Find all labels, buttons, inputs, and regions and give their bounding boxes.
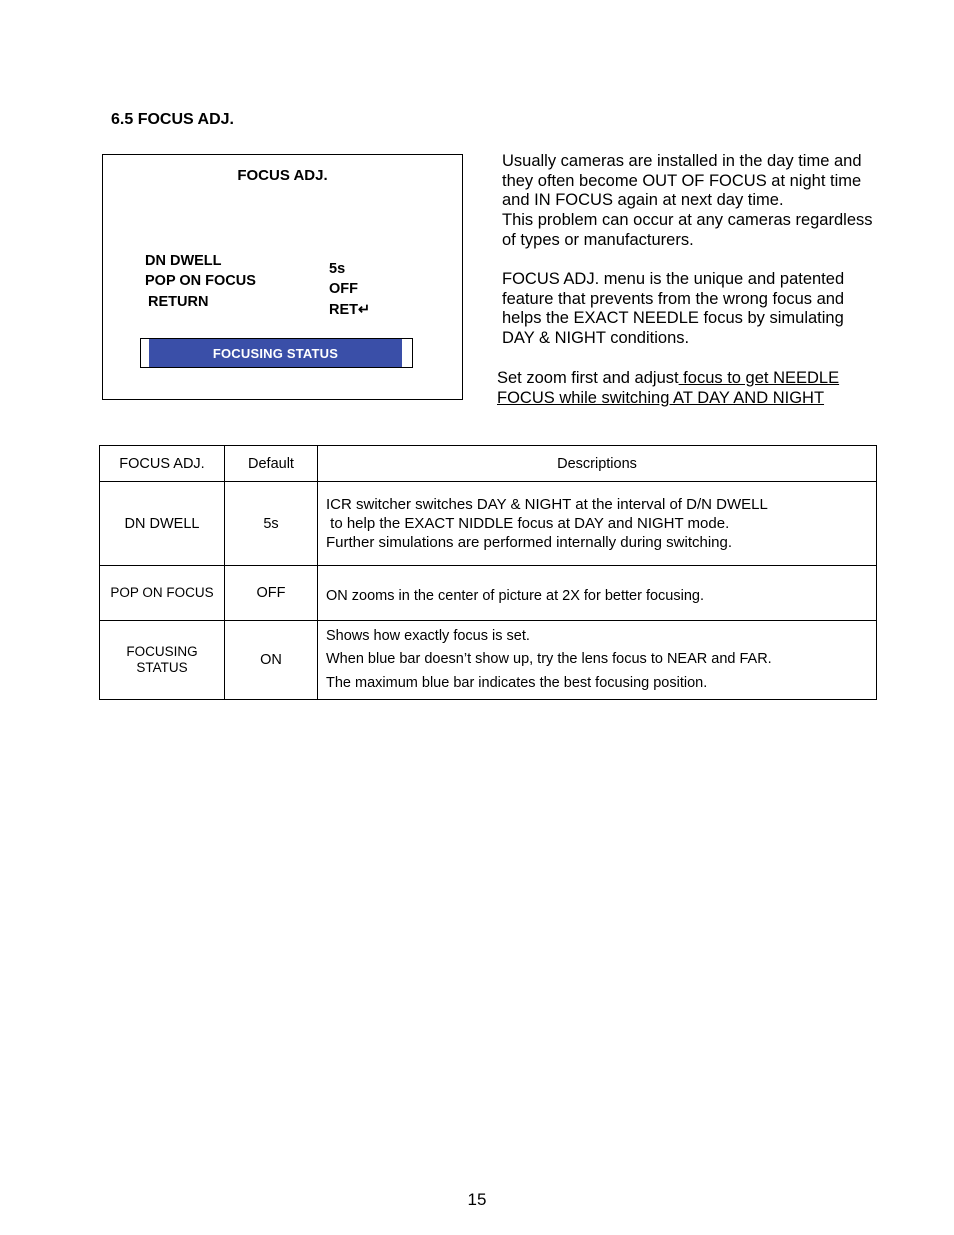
text-line: feature that prevents from the wrong focus and: [502, 289, 845, 308]
header-cell-descriptions: Descriptions: [318, 446, 877, 482]
feature-paragraph: [502, 270, 902, 349]
row-default-cell: ON: [225, 621, 318, 700]
note-underlined-text: focus to get NEEDLE: [678, 369, 840, 387]
row-name-line: STATUS: [136, 660, 188, 675]
focusing-status-bar: [149, 339, 402, 367]
row-default-cell: OFF: [225, 566, 318, 621]
row-name-cell: [100, 621, 225, 700]
text-line: and IN FOCUS again at next day time.: [502, 191, 784, 210]
note-plain-text: Set zoom first and adjust: [497, 369, 679, 387]
text-line: of types or manufacturers.: [502, 230, 694, 249]
row-description-cell: [318, 621, 877, 700]
page-number: 15: [467, 1190, 487, 1209]
table-row: [100, 621, 877, 700]
row-name-line: FOCUSING: [126, 644, 198, 659]
row-default-cell: 5s: [225, 482, 318, 566]
header-cell-default: Default: [225, 446, 318, 482]
intro-paragraph: [502, 152, 902, 251]
description-line: Shows how exactly focus is set.: [326, 627, 530, 644]
text-line: helps the EXACT NEEDLE focus by simulating: [502, 309, 844, 328]
description-line: When blue bar doesn’t show up, try the lens focus to NEAR and FAR.: [326, 651, 772, 668]
row-description-cell: [318, 566, 877, 621]
description-line: ON zooms in the center of picture at 2X for better focusing.: [326, 588, 704, 604]
text-line: Usually cameras are installed in the day time and: [502, 152, 862, 170]
text-line: This problem can occur at any cameras regardless: [502, 211, 873, 230]
table-header-row: [100, 446, 877, 482]
focusing-status-label: FOCUSING STATUS: [212, 345, 339, 361]
row-description-cell: [318, 482, 877, 566]
focus-adj-table: [99, 445, 877, 700]
text-line: they often become OUT OF FOCUS at night time: [502, 171, 862, 190]
menu-item-pop-on-focus-label: POP ON FOCUS: [145, 273, 256, 289]
text-line: DAY & NIGHT conditions.: [502, 329, 690, 348]
text-line: FOCUS ADJ. menu is the unique and patented: [502, 270, 845, 288]
section-title: 6.5 FOCUS ADJ.: [111, 111, 234, 128]
note-underlined-text: FOCUS while switching AT DAY AND NIGHT: [497, 389, 825, 407]
description-line: ICR switcher switches DAY & NIGHT at the interval of D/N DWELL: [326, 496, 768, 513]
table-row: [100, 566, 877, 621]
description-line: to help the EXACT NIDDLE focus at DAY and NIGHT mode.: [326, 515, 730, 532]
focusing-status-frame: [140, 338, 413, 368]
header-cell-name: FOCUS ADJ.: [100, 446, 225, 482]
menu-title: FOCUS ADJ.: [237, 167, 328, 184]
menu-item-return-label: RETURN: [148, 294, 209, 310]
focus-adj-menu-illustration: [102, 154, 463, 400]
row-name-cell: DN DWELL: [100, 482, 225, 566]
row-name-cell: POP ON FOCUS: [100, 566, 225, 621]
menu-item-dn-dwell-value: 5s: [329, 261, 346, 277]
description-line: Further simulations are performed internally during switching.: [326, 534, 733, 551]
description-line: The maximum blue bar indicates the best focusing position.: [326, 674, 708, 691]
menu-item-return-value: RET↵: [329, 302, 371, 318]
menu-item-pop-on-focus-value: OFF: [329, 281, 358, 297]
menu-item-dn-dwell-label: DN DWELL: [145, 253, 222, 269]
table-row: [100, 482, 877, 566]
zoom-focus-note: [497, 368, 839, 408]
